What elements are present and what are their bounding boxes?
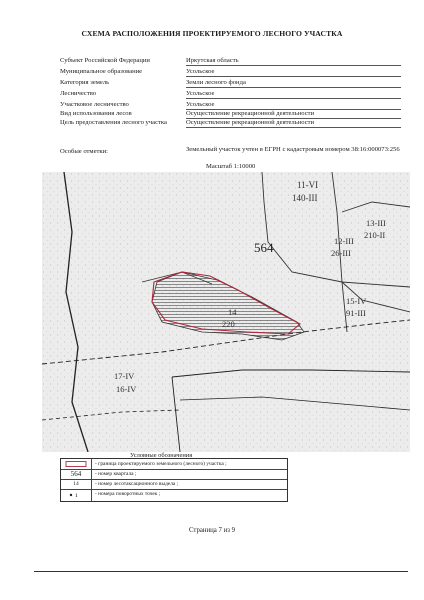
info-value: Земли лесного фонда — [186, 78, 401, 88]
legend-table — [60, 458, 288, 502]
legend-row — [61, 489, 287, 501]
stand-label: 220 — [222, 319, 235, 329]
quarter-number-label: 564 — [254, 240, 274, 255]
info-label: Субъект Российской Федерации — [60, 57, 150, 64]
legend-symbol — [61, 489, 92, 501]
info-label: Лесничество — [60, 90, 97, 97]
info-row-subject — [60, 56, 410, 66]
parcel-boundary-swatch — [61, 459, 91, 469]
info-row-municipality — [60, 67, 410, 77]
stand-label: 12-III — [334, 236, 354, 246]
info-value: Усольское — [186, 89, 401, 99]
info-label: Цель предоставления лесного участка — [60, 119, 167, 126]
stand-label: 91-III — [346, 308, 366, 318]
info-value: Осуществление рекреационной деятельности — [186, 118, 401, 128]
legend-text: - номер лесотаксационного выдела ; — [95, 481, 179, 487]
map-scale: Масштаб 1:10000 — [206, 163, 256, 170]
stand-label: 17-IV — [114, 371, 135, 381]
info-row-purpose — [60, 118, 410, 138]
stand-label: 16-IV — [116, 384, 137, 394]
forest-map — [42, 172, 410, 452]
bottom-rule — [34, 571, 408, 572]
notes-value: Земельный участок учтен в ЕГРН с кадастровым номером 38:16:000073:256 — [186, 146, 400, 153]
legend-symbol: 14 — [61, 479, 92, 489]
info-value: Усольское — [186, 67, 401, 77]
legend-symbol: 564 — [61, 469, 92, 479]
turning-point-swatch — [61, 489, 91, 501]
info-value: Осуществление рекреационной деятельности — [186, 109, 401, 119]
legend-symbol — [61, 459, 92, 469]
page-number: Страница 7 из 9 — [188, 527, 236, 534]
info-label: Участковое лесничество — [60, 101, 129, 108]
stand-label: 26-III — [331, 248, 351, 258]
stand-label: 140-III — [292, 193, 318, 203]
info-label: Муниципальное образование — [60, 68, 143, 75]
info-row-forestry — [60, 89, 410, 99]
notes-label: Особые отметки: — [60, 148, 108, 155]
stand-label: 15-IV — [346, 296, 367, 306]
legend-text: - номер квартала ; — [95, 471, 137, 477]
legend-title: Условные обозначения — [130, 452, 193, 459]
info-value: Иркутская область — [186, 56, 401, 66]
legend-symbol-text: 1 — [75, 493, 78, 499]
info-label: Вид использования лесов — [60, 110, 132, 117]
legend-text: - номера поворотных точек ; — [95, 491, 161, 497]
stand-label: 210-II — [364, 230, 386, 240]
info-label: Категория земель — [60, 79, 110, 86]
legend-text: - граница проектируемого земельного (лесного) участка ; — [95, 461, 227, 467]
document-title: СХЕМА РАСПОЛОЖЕНИЯ ПРОЕКТИРУЕМОГО ЛЕСНОГО УЧАСТКА — [81, 29, 343, 38]
info-row-land-category — [60, 78, 410, 88]
info-value: Усольское — [186, 100, 401, 110]
stand-label: 13-III — [366, 218, 386, 228]
stand-label: 14 — [228, 307, 237, 317]
stand-label: 11-VI — [297, 180, 319, 190]
